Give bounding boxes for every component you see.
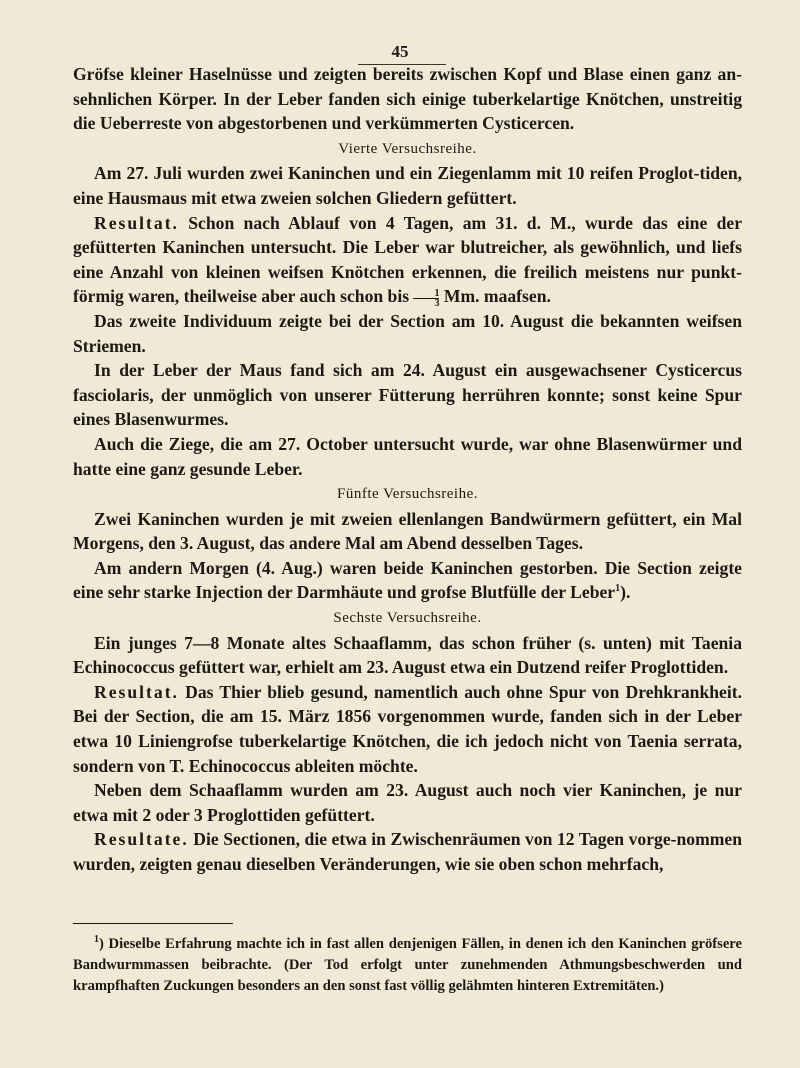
paragraph-results-plural	[73, 827, 742, 876]
fraction-denominator: 3	[434, 298, 440, 310]
footnote-text: ) Dieselbe Erfahrung machte ich in fast allen denjenigen Fällen, in denen ich den Kaninchen gröfsere Bandwurmmassen beibrachte. (Der Tod erfolgt unter zunehmenden Athmungsbeschwerden und krampfhaften Zuckungen besonders an den sonst fast völlig gelähmten hinteren Extremitäten.)	[73, 935, 742, 994]
section-heading-vierte: Vierte Versuchsreihe.	[338, 140, 477, 157]
page-number-rule	[358, 64, 446, 65]
body-text	[73, 62, 742, 877]
paragraph-continuation: Gröfse kleiner Haselnüsse und zeigten bereits zwischen Kopf und Blase einen ganz an-sehnlichen Körper. In der Leber fanden sich einige tuberkelartige Knötchen, unstreitig die Ueberreste von abgestorbenen und verkümmerten Cysticercen.	[73, 64, 742, 134]
section-heading-sechste: Sechste Versuchsreihe.	[333, 610, 482, 627]
paragraph-second-individual: Das zweite Individuum zeigte bei der Section am 10. August die bekannten weifsen Striemen.	[73, 310, 742, 356]
results-label: Resultate.	[94, 829, 189, 850]
footnote	[73, 934, 742, 997]
paragraph-result-4	[73, 211, 742, 309]
results-text: Die Sectionen, die etwa in Zwischenräumen von 12 Tagen vorge-nommen wurden, zeigten genau dieselben Veränderungen, wie sie oben schon mehrfach,	[73, 829, 742, 874]
footnote-rule	[73, 923, 233, 924]
paragraph-rabbits: Neben dem Schaaflamm wurden am 23. August auch noch vier Kaninchen, je nur etwa mit 2 oder 3 Proglottiden gefüttert.	[73, 780, 742, 825]
paragraph-result-6	[73, 680, 742, 778]
fraction-one-third	[413, 289, 439, 308]
result-6-label: Resultat.	[94, 681, 179, 702]
paragraph-result-5	[73, 556, 742, 605]
paragraph-mouse: In der Leber der Maus fand sich am 24. August ein ausgewachsener Cysticercus fasciolaris, der unmöglich von unserer Fütterung herrühren konnte; sonst keine Spur eines Blasenwurmes.	[73, 360, 742, 430]
result-label: Resultat.	[94, 212, 179, 233]
result-5-text-a: Am andern Morgen (4. Aug.) waren beide Kaninchen gestorben. Die Section zeigte eine sehr starke Injection der Darmhäute und grofse Blutfülle der Leber	[73, 557, 742, 603]
section-heading-fuenfte: Fünfte Versuchsreihe.	[336, 486, 479, 503]
footnote-reference[interactable]: 1	[615, 583, 621, 595]
paragraph-feeding-5: Zwei Kaninchen wurden je mit zweien ellenlangen Bandwürmern gefüttert, ein Mal Morgens, den 3. August, das andere Mal am Abend desselben Tages.	[73, 508, 742, 554]
result-5-text-b: ).	[620, 582, 631, 603]
paragraph-feeding-4: Am 27. Juli wurden zwei Kaninchen und ein Ziegenlamm mit 10 reifen Proglot-tiden, eine Hausmaus mit etwa zweien solchen Gliedern gefüttert.	[73, 163, 742, 208]
footnote-marker: 1	[94, 933, 99, 945]
fraction-numerator: 1	[413, 289, 439, 299]
result-6-text: Das Thier blieb gesund, namentlich auch ohne Spur von Drehkrankheit. Bei der Section, die am 15. März 1856 vorgenommen wurde, fanden sich in der Leber etwa 10 Liniengrofse tuberkelartige Knötchen, die ich jedoch nicht von Taenia serrata, sondern von T. Echinococcus ableiten möchte.	[73, 681, 742, 776]
paragraph-feeding-6: Ein junges 7—8 Monate altes Schaaflamm, das schon früher (s. unten) mit Taenia Echinococcus gefüttert war, erhielt am 23. August etwa ein Dutzend reifer Proglottiden.	[73, 632, 742, 678]
page-number: 45	[391, 42, 409, 61]
paragraph-goat: Auch die Ziege, die am 27. October untersucht wurde, war ohne Blasenwürmer und hatte eine ganz gesunde Leber.	[73, 433, 742, 479]
result-text-a: Schon nach Ablauf von 4 Tagen, am 31. d. M., wurde das eine der gefütterten Kaninchen untersucht. Die Leber war blutreicher, als gewöhnlich, und liefs eine Anzahl von kleinen weifsen Knötchen erkennen, die freilich meistens nur punkt-förmig waren, theilweise aber auch schon bis	[73, 212, 742, 307]
result-text-b: Mm. maafsen.	[439, 286, 551, 307]
